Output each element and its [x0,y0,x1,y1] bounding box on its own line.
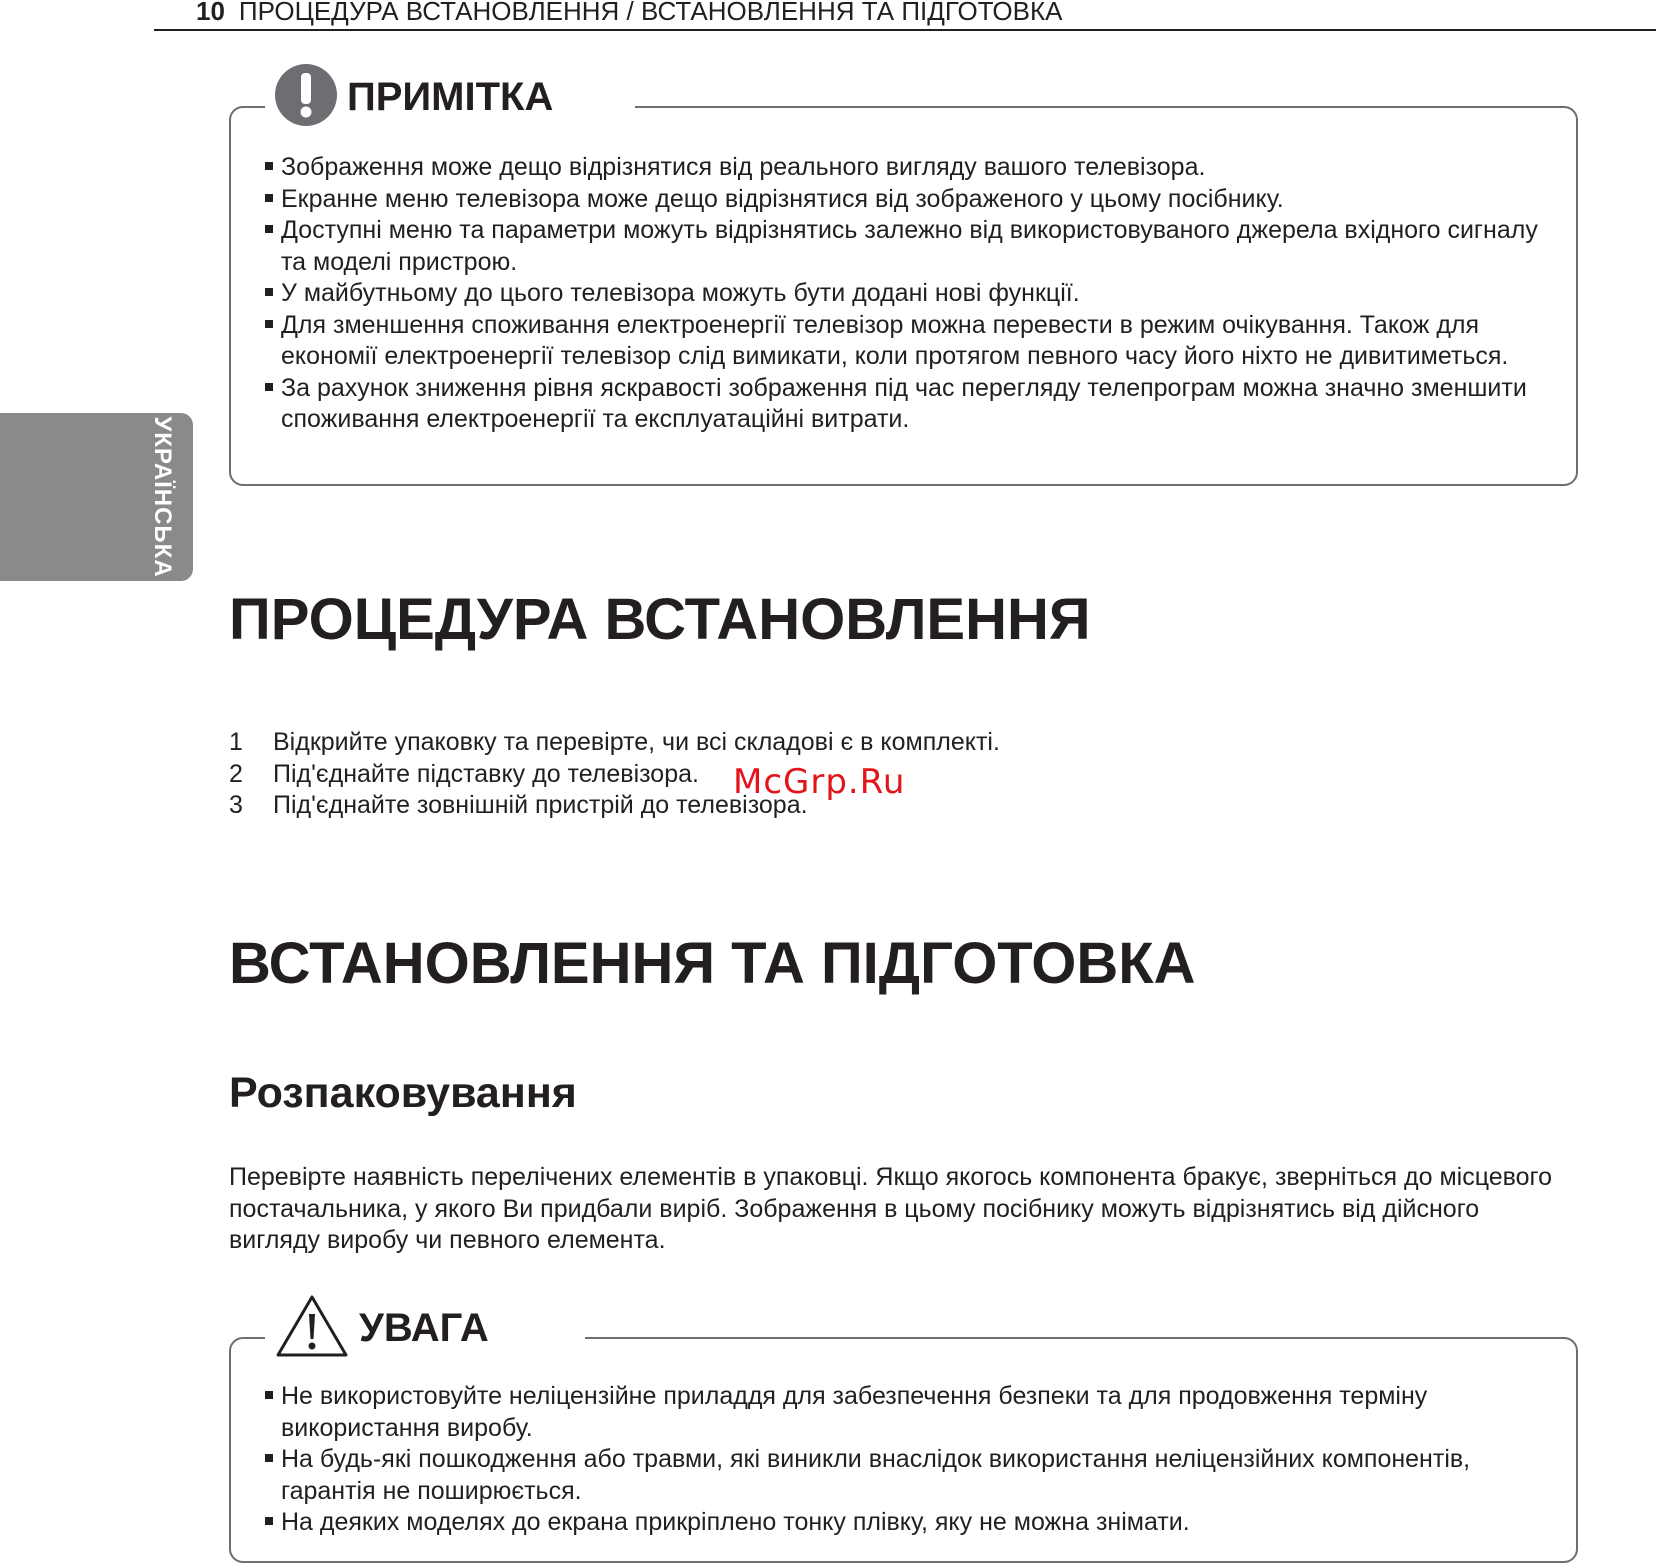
note-item: Екранне меню телевізора може дещо відрізнятися від зображеного у цьому посібнику. [265,184,1555,216]
header-section-title: ПРОЦЕДУРА ВСТАНОВЛЕННЯ / ВСТАНОВЛЕННЯ ТА ПІДГОТОВКА [238,0,1063,26]
step-text: Відкрийте упаковку та перевірте, чи всі складові є в комплекті. [273,728,1000,756]
header-rule [154,29,1656,31]
note-item: За рахунок зниження рівня яскравості зображення під час перегляду телепрограм можна значно зменшити споживання електроенергії та експлуатаційні витрати. [265,373,1555,436]
language-tab-label: УКРАЇНСЬКА [149,416,176,578]
installation-heading: ВСТАНОВЛЕННЯ ТА ПІДГОТОВКА [229,931,1196,996]
note-item: Зображення може дещо відрізнятися від реального вигляду вашого телевізора. [265,152,1555,184]
note-box [229,74,1578,486]
caution-title: УВАГА [359,1305,489,1350]
unpacking-subheading: Розпаковування [229,1069,577,1117]
step-number: 3 [229,791,243,819]
step-number: 1 [229,728,243,756]
note-item: Доступні меню та параметри можуть відрізнятись залежно від використовуваного джерела вхідного сигналу та моделі пристрою. [265,215,1555,278]
note-list [265,152,1555,436]
step-number: 2 [229,759,243,788]
page-number: 10 [196,0,225,26]
unpacking-paragraph: Перевірте наявність перелічених елементів в упаковці. Якщо якогось компонента бракує, зверніться до місцевого постачальника, у якого Ви придбали виріб. Зображення в цьому посібнику можуть відрізнятись від дійсного вигляду виробу чи певного елемента. [229,1163,1553,1254]
caution-item: Не використовуйте неліцензійне приладдя для забезпечення безпеки та для продовження терміну використання виробу. [265,1381,1555,1444]
warning-triangle-icon [275,1294,349,1363]
procedure-heading: ПРОЦЕДУРА ВСТАНОВЛЕННЯ [229,587,1091,652]
caution-item: На деяких моделях до екрана прикріплено тонку плівку, яку не можна знімати. [265,1507,1555,1539]
note-title: ПРИМІТКА [347,74,554,119]
note-item: У майбутньому до цього телевізора можуть бути додані нові функції. [265,278,1555,310]
note-item: Для зменшення споживання електроенергії телевізор можна перевести в режим очікування. Також для економії електроенергії телевізор слід вимикати, коли протягом певного часу його ніхто не дивитиметься. [265,310,1555,373]
caution-list [265,1381,1555,1539]
procedure-step [229,727,1000,759]
step-text: Під'єднайте підставку до телевізора. [273,759,699,788]
watermark-logo: McGrp.Ru [733,762,906,802]
note-title-group [265,62,635,132]
exclamation-circle-icon [275,64,337,131]
caution-title-group [265,1293,585,1363]
caution-item: На будь-які пошкодження або травми, які виникли внаслідок використання неліцензійних компонентів, гарантія не поширюється. [265,1444,1555,1507]
running-header [196,0,1062,26]
step-text: Під'єднайте зовнішній пристрій до телевізора. [273,791,808,819]
caution-box [229,1305,1578,1563]
